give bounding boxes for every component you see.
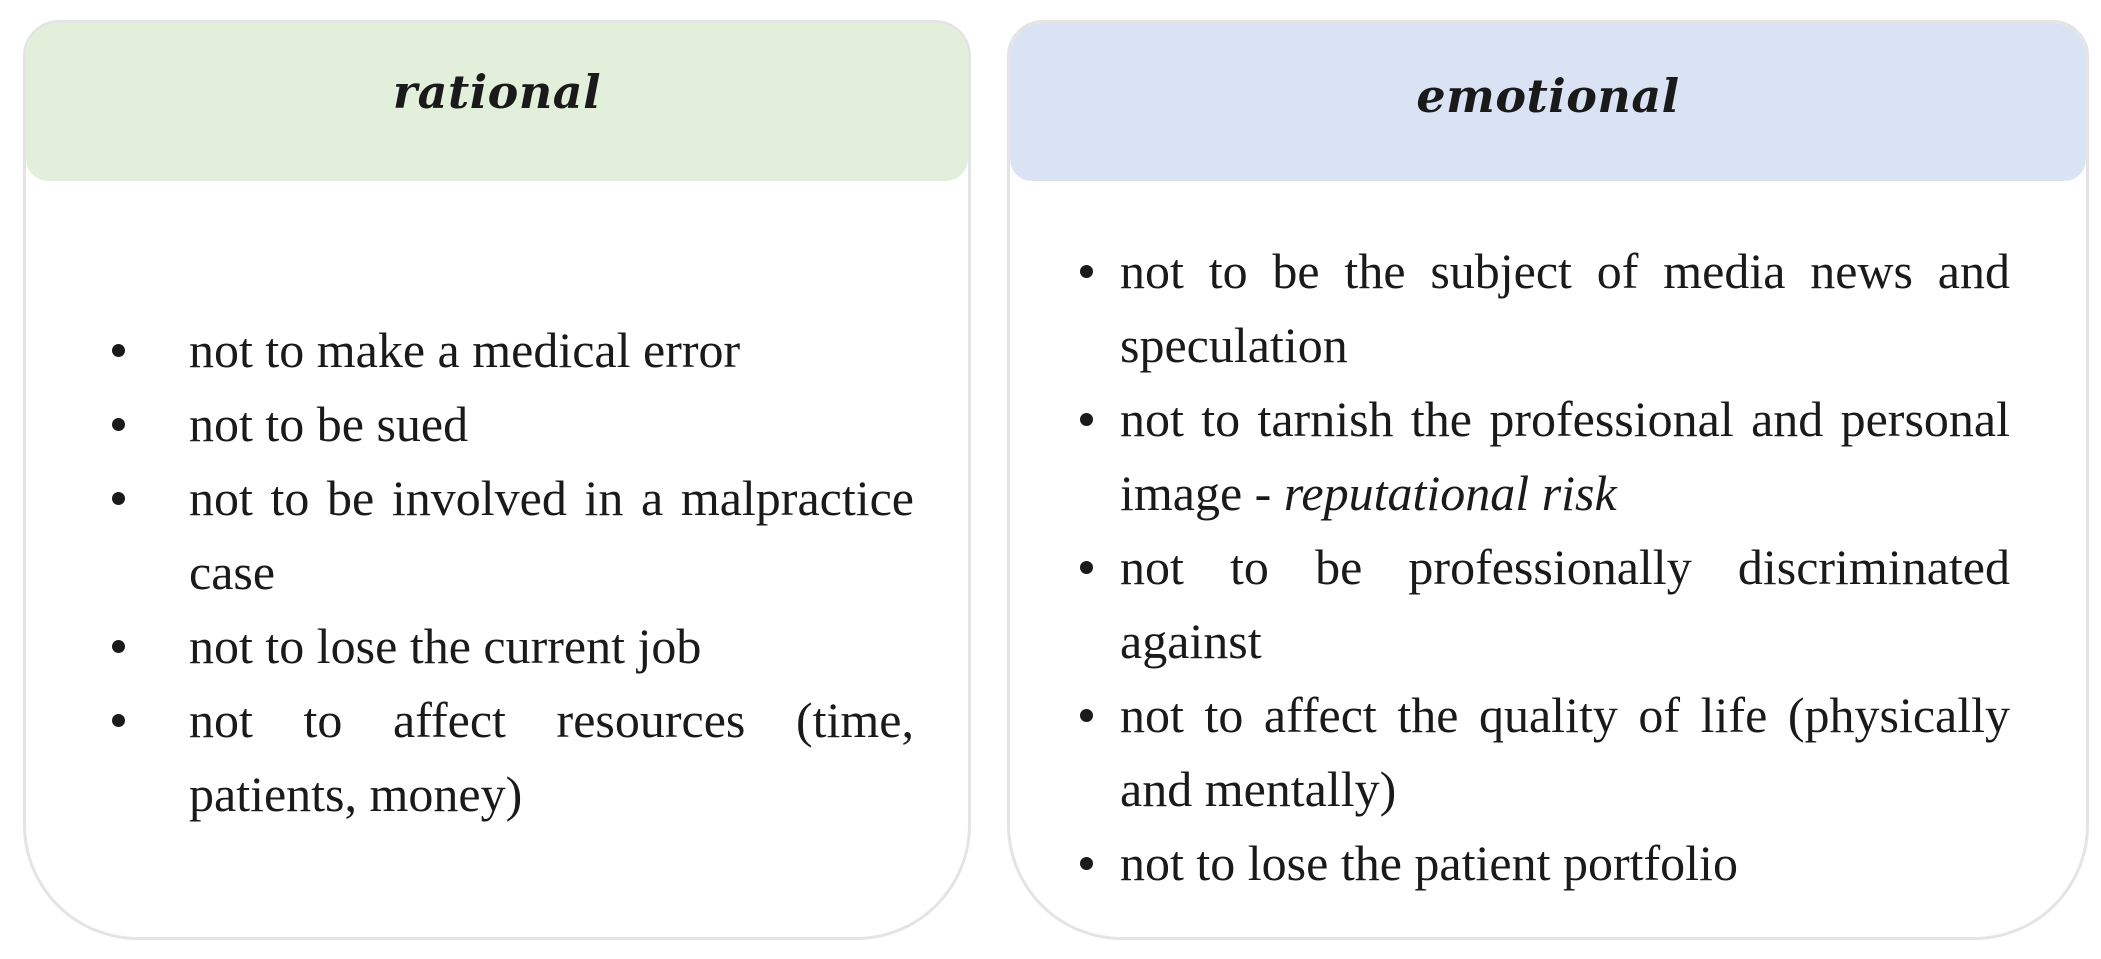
bullet-icon <box>112 344 125 357</box>
list-item <box>189 387 914 461</box>
bullet-icon <box>112 492 125 505</box>
bullet-icon <box>1080 265 1093 278</box>
bullet-icon <box>112 418 125 431</box>
list-item-emphasis: reputational risk <box>1283 465 1617 521</box>
list-item-text: not to lose the patient portfolio <box>1120 835 1738 891</box>
emotional-card <box>1007 20 2089 940</box>
bullet-icon <box>112 714 125 727</box>
rational-card <box>23 20 971 940</box>
list-item <box>1120 382 2010 530</box>
bullet-icon <box>1080 709 1093 722</box>
bullet-icon <box>1080 857 1093 870</box>
list-item <box>1120 530 2010 678</box>
emotional-list <box>1120 234 2010 900</box>
list-item-text: not to be professionally discriminated against <box>1120 539 2010 669</box>
list-item <box>1120 678 2010 826</box>
list-item-text: not to lose the current job <box>189 618 702 674</box>
rational-header <box>26 23 968 181</box>
bullet-icon <box>1080 413 1093 426</box>
emotional-header <box>1010 23 2086 181</box>
bullet-icon <box>112 640 125 653</box>
list-item-text: not to be sued <box>189 396 469 452</box>
list-item <box>1120 826 2010 900</box>
list-item <box>189 683 914 831</box>
list-item-text: not to affect the quality of life (physically and mentally) <box>1120 687 2010 817</box>
rational-title: rational <box>392 65 602 119</box>
rational-list <box>189 313 914 831</box>
list-item <box>189 609 914 683</box>
list-item <box>189 461 914 609</box>
list-item <box>1120 234 2010 382</box>
list-item-text: not to make a medical error <box>189 322 741 378</box>
list-item-text: not to affect resources (time, patients, money) <box>189 692 914 822</box>
list-item <box>189 313 914 387</box>
list-item-text: not to tarnish the professional and personal image - <box>1120 391 2010 521</box>
list-item-text: not to be involved in a malpractice case <box>189 470 914 600</box>
emotional-title: emotional <box>1416 69 1680 123</box>
bullet-icon <box>1080 561 1093 574</box>
list-item-text: not to be the subject of media news and speculation <box>1120 243 2010 373</box>
